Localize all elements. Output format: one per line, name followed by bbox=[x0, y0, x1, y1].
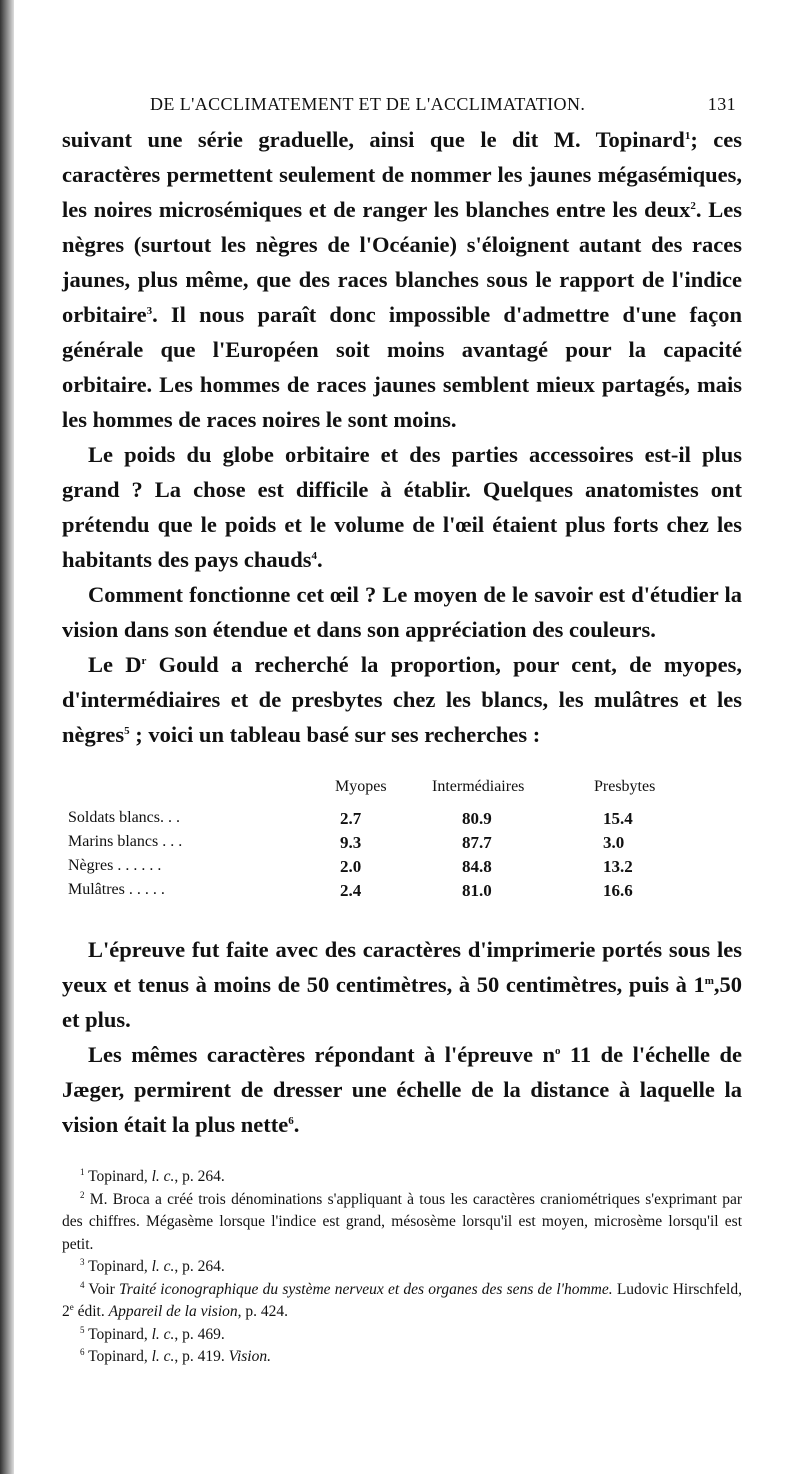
superscript: m bbox=[704, 975, 714, 987]
row-label: Mulâtres . . . . . bbox=[68, 881, 165, 898]
table-cell: 16.6 bbox=[603, 881, 633, 900]
footnote-5 bbox=[62, 1324, 742, 1347]
text-run: . Il nous paraît donc impossible d'admettre d'une façon générale que l'Européen soit moins avantagé pour la capacité orbitaire. Les hommes de races jaunes semblent mieux partagés, mais les hommes de races noires le sont moins. bbox=[62, 302, 742, 432]
text-run: Gould a recherché la proportion, pour cent, de myopes, d'intermédiaires et de presbytes chez les blancs, les mulâtres et les nègres bbox=[62, 652, 742, 747]
data-table bbox=[62, 778, 742, 928]
body-text-continued bbox=[62, 932, 742, 1142]
table-cell: 84.8 bbox=[462, 857, 492, 876]
footnote-6 bbox=[62, 1346, 742, 1369]
footnote-1 bbox=[62, 1166, 742, 1189]
superscript: r bbox=[141, 655, 147, 667]
row-label: Nègres . . . . . . bbox=[68, 857, 162, 874]
text-run: , p. 264. bbox=[174, 1168, 225, 1185]
text-run: Topinard, bbox=[88, 1325, 152, 1343]
text-run: L'épreuve fut faite avec des caractères d'imprimerie portés sous les yeux et tenus à moins de 50 centimètres, à 50 centimètres, puis à 1 bbox=[62, 937, 742, 997]
footnote-ref: 5 bbox=[124, 725, 130, 737]
footnote-ref: 3 bbox=[146, 305, 153, 317]
text-run: Topinard, bbox=[88, 1258, 152, 1275]
text-run: , p. 264. bbox=[174, 1258, 225, 1275]
page-gutter-shadow bbox=[0, 0, 14, 1474]
paragraph-4 bbox=[62, 647, 742, 752]
footnote-4 bbox=[62, 1279, 742, 1324]
italic-run: l. c. bbox=[151, 1325, 175, 1343]
text-run: suivant une série graduelle, ainsi que le dit M. Topinard bbox=[62, 127, 685, 152]
book-page bbox=[62, 92, 742, 1369]
table-row bbox=[62, 833, 742, 857]
column-header: Myopes bbox=[335, 778, 387, 795]
text-run: Topinard, bbox=[88, 1348, 152, 1365]
column-header: Intermédiaires bbox=[432, 778, 525, 795]
footnote-3 bbox=[62, 1256, 742, 1279]
page-number: 131 bbox=[707, 94, 736, 114]
text-run: ,50 et plus. bbox=[62, 972, 742, 1032]
text-run: . bbox=[293, 1112, 300, 1137]
table-cell: 2.0 bbox=[340, 857, 362, 876]
text-run: Ludovic Hirschfeld, 2 bbox=[62, 1280, 742, 1320]
table-cell: 2.4 bbox=[340, 881, 362, 900]
table-cell: 80.9 bbox=[462, 809, 492, 828]
table-row bbox=[62, 881, 742, 905]
table-row bbox=[62, 857, 742, 881]
footnote-ref: 2 bbox=[690, 200, 696, 212]
italic-run: Traité iconographique du système nerveux et des organes des sens de l'homme. bbox=[119, 1280, 613, 1298]
body-text bbox=[62, 122, 742, 752]
footnote-number: 1 bbox=[80, 1167, 85, 1177]
column-header: Presbytes bbox=[594, 778, 656, 795]
footnote-number: 3 bbox=[80, 1257, 85, 1267]
running-header bbox=[62, 92, 742, 122]
table-cell: 3.0 bbox=[603, 833, 625, 852]
row-label: Marins blancs . . . bbox=[68, 833, 183, 850]
footnote-number: 6 bbox=[80, 1347, 85, 1357]
italic-run: l. c. bbox=[151, 1258, 175, 1275]
paragraph-5 bbox=[62, 932, 742, 1037]
paragraph-6 bbox=[62, 1037, 742, 1142]
text-run: Le poids du globe orbitaire et des parties accessoires est-il plus grand ? La chose est difficile à établir. Quelques anatomistes ont prétendu que le poids et le volume de l'œil étaient plus forts chez les habitants des pays chauds bbox=[62, 442, 742, 572]
footnote-number: 4 bbox=[80, 1279, 85, 1290]
text-run: ; ces caractères permettent seulement de nommer les jaunes mégasémiques, les noires microsémiques et de ranger les blanches entre les deux bbox=[62, 127, 742, 222]
footnote-2 bbox=[62, 1189, 742, 1257]
italic-run: Appareil de la vision bbox=[108, 1303, 238, 1320]
paragraph-1 bbox=[62, 122, 742, 437]
table-row bbox=[62, 809, 742, 833]
text-run: , p. 419. bbox=[174, 1348, 229, 1365]
text-run: . Les nègres (surtout les nègres de l'Océanie) s'éloignent autant des races jaunes, plus même, que des races blanches sous le rapport de l'indice orbitaire bbox=[62, 197, 743, 327]
text-run: M. Broca a créé trois dénominations s'appliquant à tous les caractères craniométriques s'exprimant par des chiffres. Mégasème lorsque l'indice est grand, mésosème lorsqu'il est moyen, microsème lorsqu'il est petit. bbox=[62, 1190, 742, 1253]
superscript: e bbox=[69, 1302, 74, 1312]
footnote-ref: 6 bbox=[288, 1115, 294, 1127]
text-run: Le D bbox=[88, 652, 142, 677]
footnote-number: 5 bbox=[80, 1324, 85, 1335]
table-cell: 13.2 bbox=[603, 857, 633, 876]
table-cell: 9.3 bbox=[340, 833, 362, 852]
text-run: , p. 424. bbox=[237, 1303, 289, 1320]
footnote-ref: 4 bbox=[311, 550, 317, 562]
row-label: Soldats blancs. . . bbox=[68, 809, 180, 826]
text-run: Topinard, bbox=[88, 1168, 152, 1185]
text-run: . bbox=[316, 547, 323, 572]
text-run: 11 de l'échelle de Jæger, permirent de dresser une échelle de la distance à laquelle la vision était la plus nette bbox=[62, 1042, 742, 1137]
text-run: , p. 469. bbox=[174, 1325, 225, 1343]
table-cell: 81.0 bbox=[462, 881, 492, 900]
paragraph-3: Comment fonctionne cet œil ? Le moyen de le savoir est d'étudier la vision dans son étendue et dans son appréciation des couleurs. bbox=[62, 582, 742, 642]
running-title: DE L'ACCLIMATEMENT ET DE L'ACCLIMATATION. bbox=[150, 94, 586, 114]
italic-run: l. c. bbox=[151, 1348, 175, 1365]
italic-run: l. c. bbox=[151, 1168, 175, 1185]
superscript: o bbox=[554, 1045, 561, 1057]
text-run: édit. bbox=[73, 1303, 109, 1320]
text-run: Les mêmes caractères répondant à l'épreuve n bbox=[88, 1042, 555, 1067]
footnote-number: 2 bbox=[80, 1189, 85, 1200]
footnotes bbox=[62, 1166, 742, 1369]
text-run: ; voici un tableau basé sur ses recherches : bbox=[129, 722, 541, 747]
table-cell: 2.7 bbox=[340, 809, 362, 828]
text-run: Voir bbox=[88, 1280, 120, 1298]
table-cell: 87.7 bbox=[462, 833, 492, 852]
paragraph-2 bbox=[62, 437, 742, 577]
footnote-ref: 1 bbox=[684, 130, 691, 142]
italic-run: Vision. bbox=[228, 1348, 271, 1365]
table-cell: 15.4 bbox=[603, 809, 633, 828]
